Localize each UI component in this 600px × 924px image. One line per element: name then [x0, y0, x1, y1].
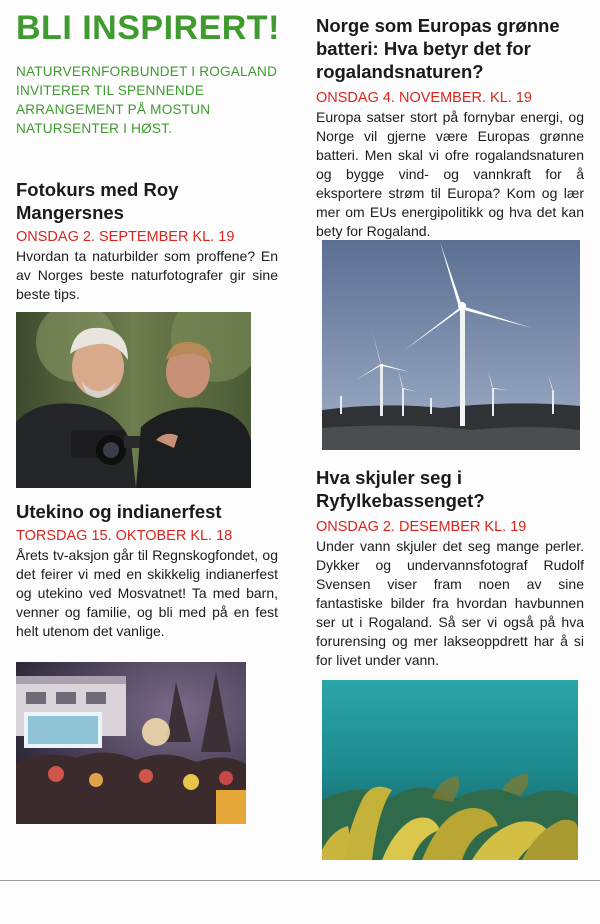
event-title: Utekino og indianerfest [16, 501, 222, 522]
event-description: Hvordan ta naturbilder som proffene? En av Norges beste naturfotografer gir sine beste tips. [16, 248, 278, 302]
event-description: Årets tv-aksjon går til Regnskogfondet, og det feirer vi med en skikkelig indianerfest og utekino ved Mosvatnet! Ta med barn, venner og familie, og bli med på en fest helt utenom det vanlige. [16, 547, 278, 639]
intro-text: NATURVERNFORBUNDET I ROGALAND INVITERER TIL SPENNENDE ARRANGEMENT PÅ MOSTUN NATURSENTER I HØST. [16, 64, 278, 136]
event-green-battery [316, 14, 584, 241]
event-title: Fotokurs med Roy Mangersnes [16, 179, 179, 223]
outdoor-cinema-photo [16, 662, 246, 824]
event-description: Under vann skjuler det seg mange perler. Dykker og undervannsfotograf Rudolf Svensen viser fram noen av sine fantastiske bilder fra hvordan havbunnen ser ut i Rogaland. Så ser vi også på hva forurensing og mer lakseoppdrett har å si for livet under vann. [316, 538, 584, 668]
wind-turbines-illustration [322, 240, 580, 450]
event-date: ONSDAG 2. SEPTEMBER KL. 19 [16, 229, 235, 245]
wind-turbines-photo [322, 240, 580, 450]
event-title: Hva skjuler seg i Ryfylkebassenget? [316, 467, 485, 511]
event-ryfylke-basin [316, 466, 584, 670]
event-date: TORSDAG 15. OKTOBER KL. 18 [16, 528, 233, 544]
photographers-photo [16, 312, 251, 488]
underwater-illustration [322, 680, 578, 860]
bottom-rule [0, 880, 600, 881]
event-photo-course [16, 178, 278, 304]
page-title: BLI INSPIRERT! [16, 9, 280, 47]
outdoor-cinema-illustration [16, 662, 246, 824]
photographers-illustration [16, 312, 251, 488]
event-description: Europa satser stort på fornybar energi, og Norge vil gjerne være Europas grønne batteri. Men skal vi ofre rogalandsnaturen og bygge vind- og vannkraft for å eksportere strøm til Europa? Kom og lær mer om EUs energipolitikk og hva det kan bety for Rogaland. [316, 109, 584, 239]
underwater-photo [322, 680, 578, 860]
event-date: ONSDAG 4. NOVEMBER. KL. 19 [316, 90, 532, 106]
event-title: Norge som Europas grønne batteri: Hva betyr det for rogalandsnaturen? [316, 15, 560, 82]
event-date: ONSDAG 2. DESEMBER KL. 19 [316, 519, 527, 535]
event-outdoor-cinema [16, 500, 278, 641]
